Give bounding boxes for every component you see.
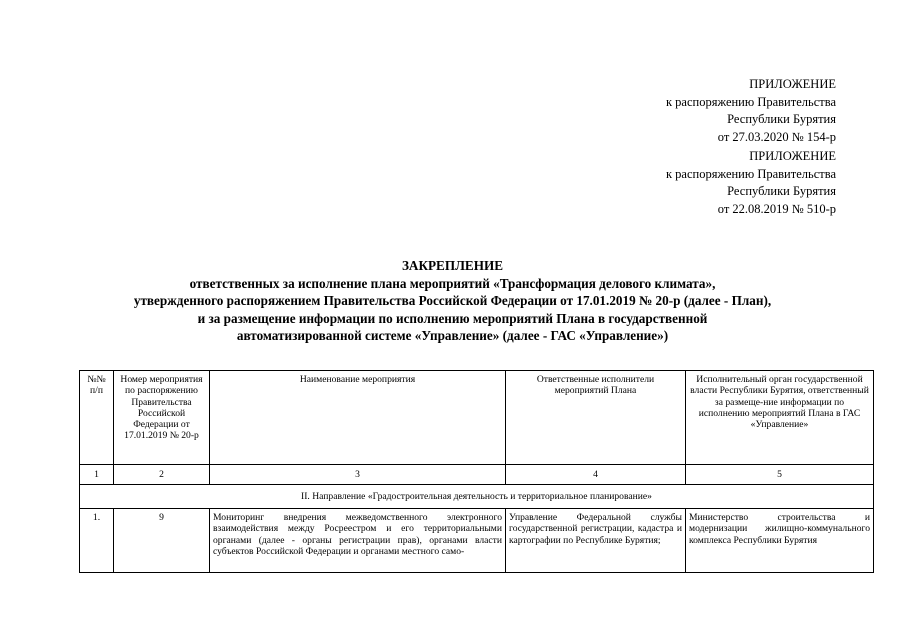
appendix-region: Республики Бурятия: [727, 184, 836, 198]
title-line-4: автоматизированной системе «Управление» (далее - ГАС «Управление»): [236, 328, 669, 343]
activity-name: Мониторинг внедрения межведомственного электронного взаимодействия между Росреестром и его территориальными органами (далее - органы регистрации прав), органами власти субъектов Российской Федерации и органами местного само-: [210, 509, 506, 573]
column-number: 5: [686, 465, 874, 485]
appendix-date-number: от 22.08.2019 № 510-р: [717, 201, 836, 216]
section-row: [80, 485, 874, 509]
appendix-label: ПРИЛОЖЕНИЕ: [749, 77, 836, 91]
header-executors: Ответственные исполнители мероприятий Плана: [506, 371, 686, 465]
header-activity-name: Наименование мероприятия: [210, 371, 506, 465]
appendix-region: Республики Бурятия: [727, 112, 836, 126]
title-line-1: ответственных за исполнение плана мероприятий «Трансформация делового климата»,: [189, 275, 716, 291]
document-title: [0, 257, 905, 345]
appendix-order-ref: к распоряжению Правительства: [665, 94, 836, 109]
title-line-2: утвержденного распоряжением Правительства Российской Федерации от 17.01.2019 № 20-р (далее - План),: [133, 293, 772, 308]
responsible-body: Министерство строительства и модернизации жилищно-коммунального комплекса Республики Бурятия: [686, 509, 874, 573]
title-heading: ЗАКРЕПЛЕНИЕ: [401, 258, 504, 273]
column-number-row: [80, 465, 874, 485]
appendix-label: ПРИЛОЖЕНИЕ: [749, 149, 836, 163]
appendix-current: [576, 76, 836, 146]
header-responsible-body: Исполнительный орган государственной власти Республики Бурятия, ответственный за размеще-ние информации по исполнению мероприятий Плана в ГАС «Управление»: [686, 371, 874, 465]
column-number: 3: [210, 465, 506, 485]
section-title: II. Направление «Градостроительная деятельность и территориальное планирование»: [80, 485, 874, 509]
table-row: [80, 509, 874, 573]
table-header-row: [80, 371, 874, 465]
header-plan-item-number: Номер мероприятия по распоряжению Правительства Российской Федерации от 17.01.2019 № 20-р: [114, 371, 210, 465]
assignment-table: [79, 370, 874, 573]
header-row-number: №№ п/п: [80, 371, 114, 465]
title-line-3: и за размещение информации по исполнению мероприятий Плана в государственной: [197, 310, 708, 326]
row-number: 1.: [80, 509, 114, 573]
column-number: 2: [114, 465, 210, 485]
executors: Управление Федеральной службы государственной регистрации, кадастра и картографии по Республике Бурятия;: [506, 509, 686, 573]
column-number: 1: [80, 465, 114, 485]
appendix-order-ref: к распоряжению Правительства: [665, 166, 836, 181]
appendix-date-number: от 27.03.2020 № 154-р: [717, 129, 836, 144]
appendix-original: [576, 148, 836, 218]
column-number: 4: [506, 465, 686, 485]
plan-item-number: 9: [114, 509, 210, 573]
